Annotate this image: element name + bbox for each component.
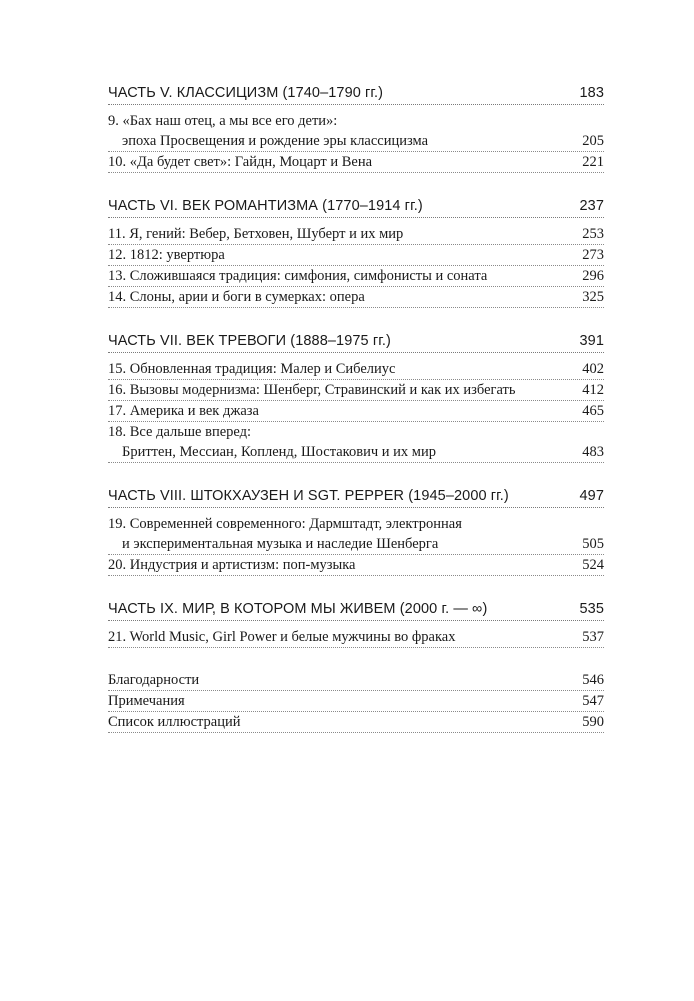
part-title: ЧАСТЬ IX. МИР, В КОТОРОМ МЫ ЖИВЕМ (2000 г. — ∞) <box>108 601 488 617</box>
entry-title: Список иллюстраций <box>108 714 241 730</box>
entry-title: 16. Вызовы модернизма: Шенберг, Стравинский и как их избегать <box>108 382 516 398</box>
toc-entry <box>108 287 604 308</box>
toc-entry <box>108 111 604 152</box>
entry-page-number: 483 <box>582 444 604 460</box>
toc-entry <box>108 152 604 173</box>
back-matter <box>108 670 604 733</box>
toc-entry <box>108 401 604 422</box>
part-page-number: 237 <box>579 198 604 214</box>
part-heading <box>108 195 604 218</box>
entry-title: 15. Обновленная традиция: Малер и Сибелиус <box>108 361 396 377</box>
part-page-number: 535 <box>579 601 604 617</box>
part-page-number: 497 <box>579 488 604 504</box>
toc-entry <box>108 224 604 245</box>
part-vi <box>108 195 604 308</box>
entry-page-number: 402 <box>582 361 604 377</box>
entry-page-number: 412 <box>582 382 604 398</box>
entry-page-number: 505 <box>582 536 604 552</box>
entry-title: 10. «Да будет свет»: Гайдн, Моцарт и Вена <box>108 154 373 170</box>
toc-entry <box>108 422 604 463</box>
part-ix <box>108 598 604 648</box>
entry-title: 11. Я, гений: Вебер, Бетховен, Шуберт и их мир <box>108 226 404 242</box>
entry-title: 20. Индустрия и артистизм: поп-музыка <box>108 557 356 573</box>
entry-page-number: 465 <box>582 403 604 419</box>
entry-page-number: 546 <box>582 672 604 688</box>
entry-page-number: 205 <box>582 133 604 149</box>
entry-page-number: 296 <box>582 268 604 284</box>
entry-page-number: 547 <box>582 693 604 709</box>
entry-title: Бриттен, Мессиан, Копленд, Шостакович и их мир <box>122 444 436 460</box>
back-matter-entry <box>108 691 604 712</box>
entry-title: Благодарности <box>108 672 200 688</box>
part-page-number: 183 <box>579 85 604 101</box>
toc-entry <box>108 245 604 266</box>
toc-entry <box>108 627 604 648</box>
entry-title-line-1: 9. «Бах наш отец, а мы все его дети»: <box>108 113 338 129</box>
toc-entry <box>108 514 604 555</box>
toc-entry <box>108 380 604 401</box>
entry-title: 13. Сложившаяся традиция: симфония, симфонисты и соната <box>108 268 488 284</box>
entry-title: и экспериментальная музыка и наследие Шенберга <box>122 536 439 552</box>
part-title: ЧАСТЬ VIII. ШТОКХАУЗЕН И SGT. PEPPER (1945–2000 гг.) <box>108 488 509 504</box>
entry-title: 14. Слоны, арии и боги в сумерках: опера <box>108 289 365 305</box>
entry-title: Примечания <box>108 693 185 709</box>
entry-page-number: 524 <box>582 557 604 573</box>
entry-page-number: 221 <box>582 154 604 170</box>
part-heading <box>108 598 604 621</box>
part-viii <box>108 485 604 576</box>
part-page-number: 391 <box>579 333 604 349</box>
part-title: ЧАСТЬ VI. ВЕК РОМАНТИЗМА (1770–1914 гг.) <box>108 198 423 214</box>
toc-entry <box>108 555 604 576</box>
entry-title: 12. 1812: увертюра <box>108 247 225 263</box>
part-v <box>108 82 604 173</box>
part-heading <box>108 82 604 105</box>
entry-page-number: 325 <box>582 289 604 305</box>
entry-title: эпоха Просвещения и рождение эры классицизма <box>122 133 429 149</box>
part-heading <box>108 330 604 353</box>
part-title: ЧАСТЬ VII. ВЕК ТРЕВОГИ (1888–1975 гг.) <box>108 333 391 349</box>
table-of-contents <box>108 82 604 733</box>
entry-page-number: 253 <box>582 226 604 242</box>
entry-title-line-1: 19. Современней современного: Дармштадт, электронная <box>108 516 462 532</box>
entry-page-number: 537 <box>582 629 604 645</box>
part-title: ЧАСТЬ V. КЛАССИЦИЗМ (1740–1790 гг.) <box>108 85 384 101</box>
back-matter-entry <box>108 712 604 733</box>
entry-page-number: 273 <box>582 247 604 263</box>
entry-title-line-1: 18. Все дальше вперед: <box>108 424 252 440</box>
part-heading <box>108 485 604 508</box>
back-matter-entry <box>108 670 604 691</box>
toc-entry <box>108 359 604 380</box>
toc-entry <box>108 266 604 287</box>
entry-title: 21. World Music, Girl Power и белые мужчины во фраках <box>108 629 456 645</box>
entry-page-number: 590 <box>582 714 604 730</box>
entry-title: 17. Америка и век джаза <box>108 403 259 419</box>
part-vii <box>108 330 604 463</box>
